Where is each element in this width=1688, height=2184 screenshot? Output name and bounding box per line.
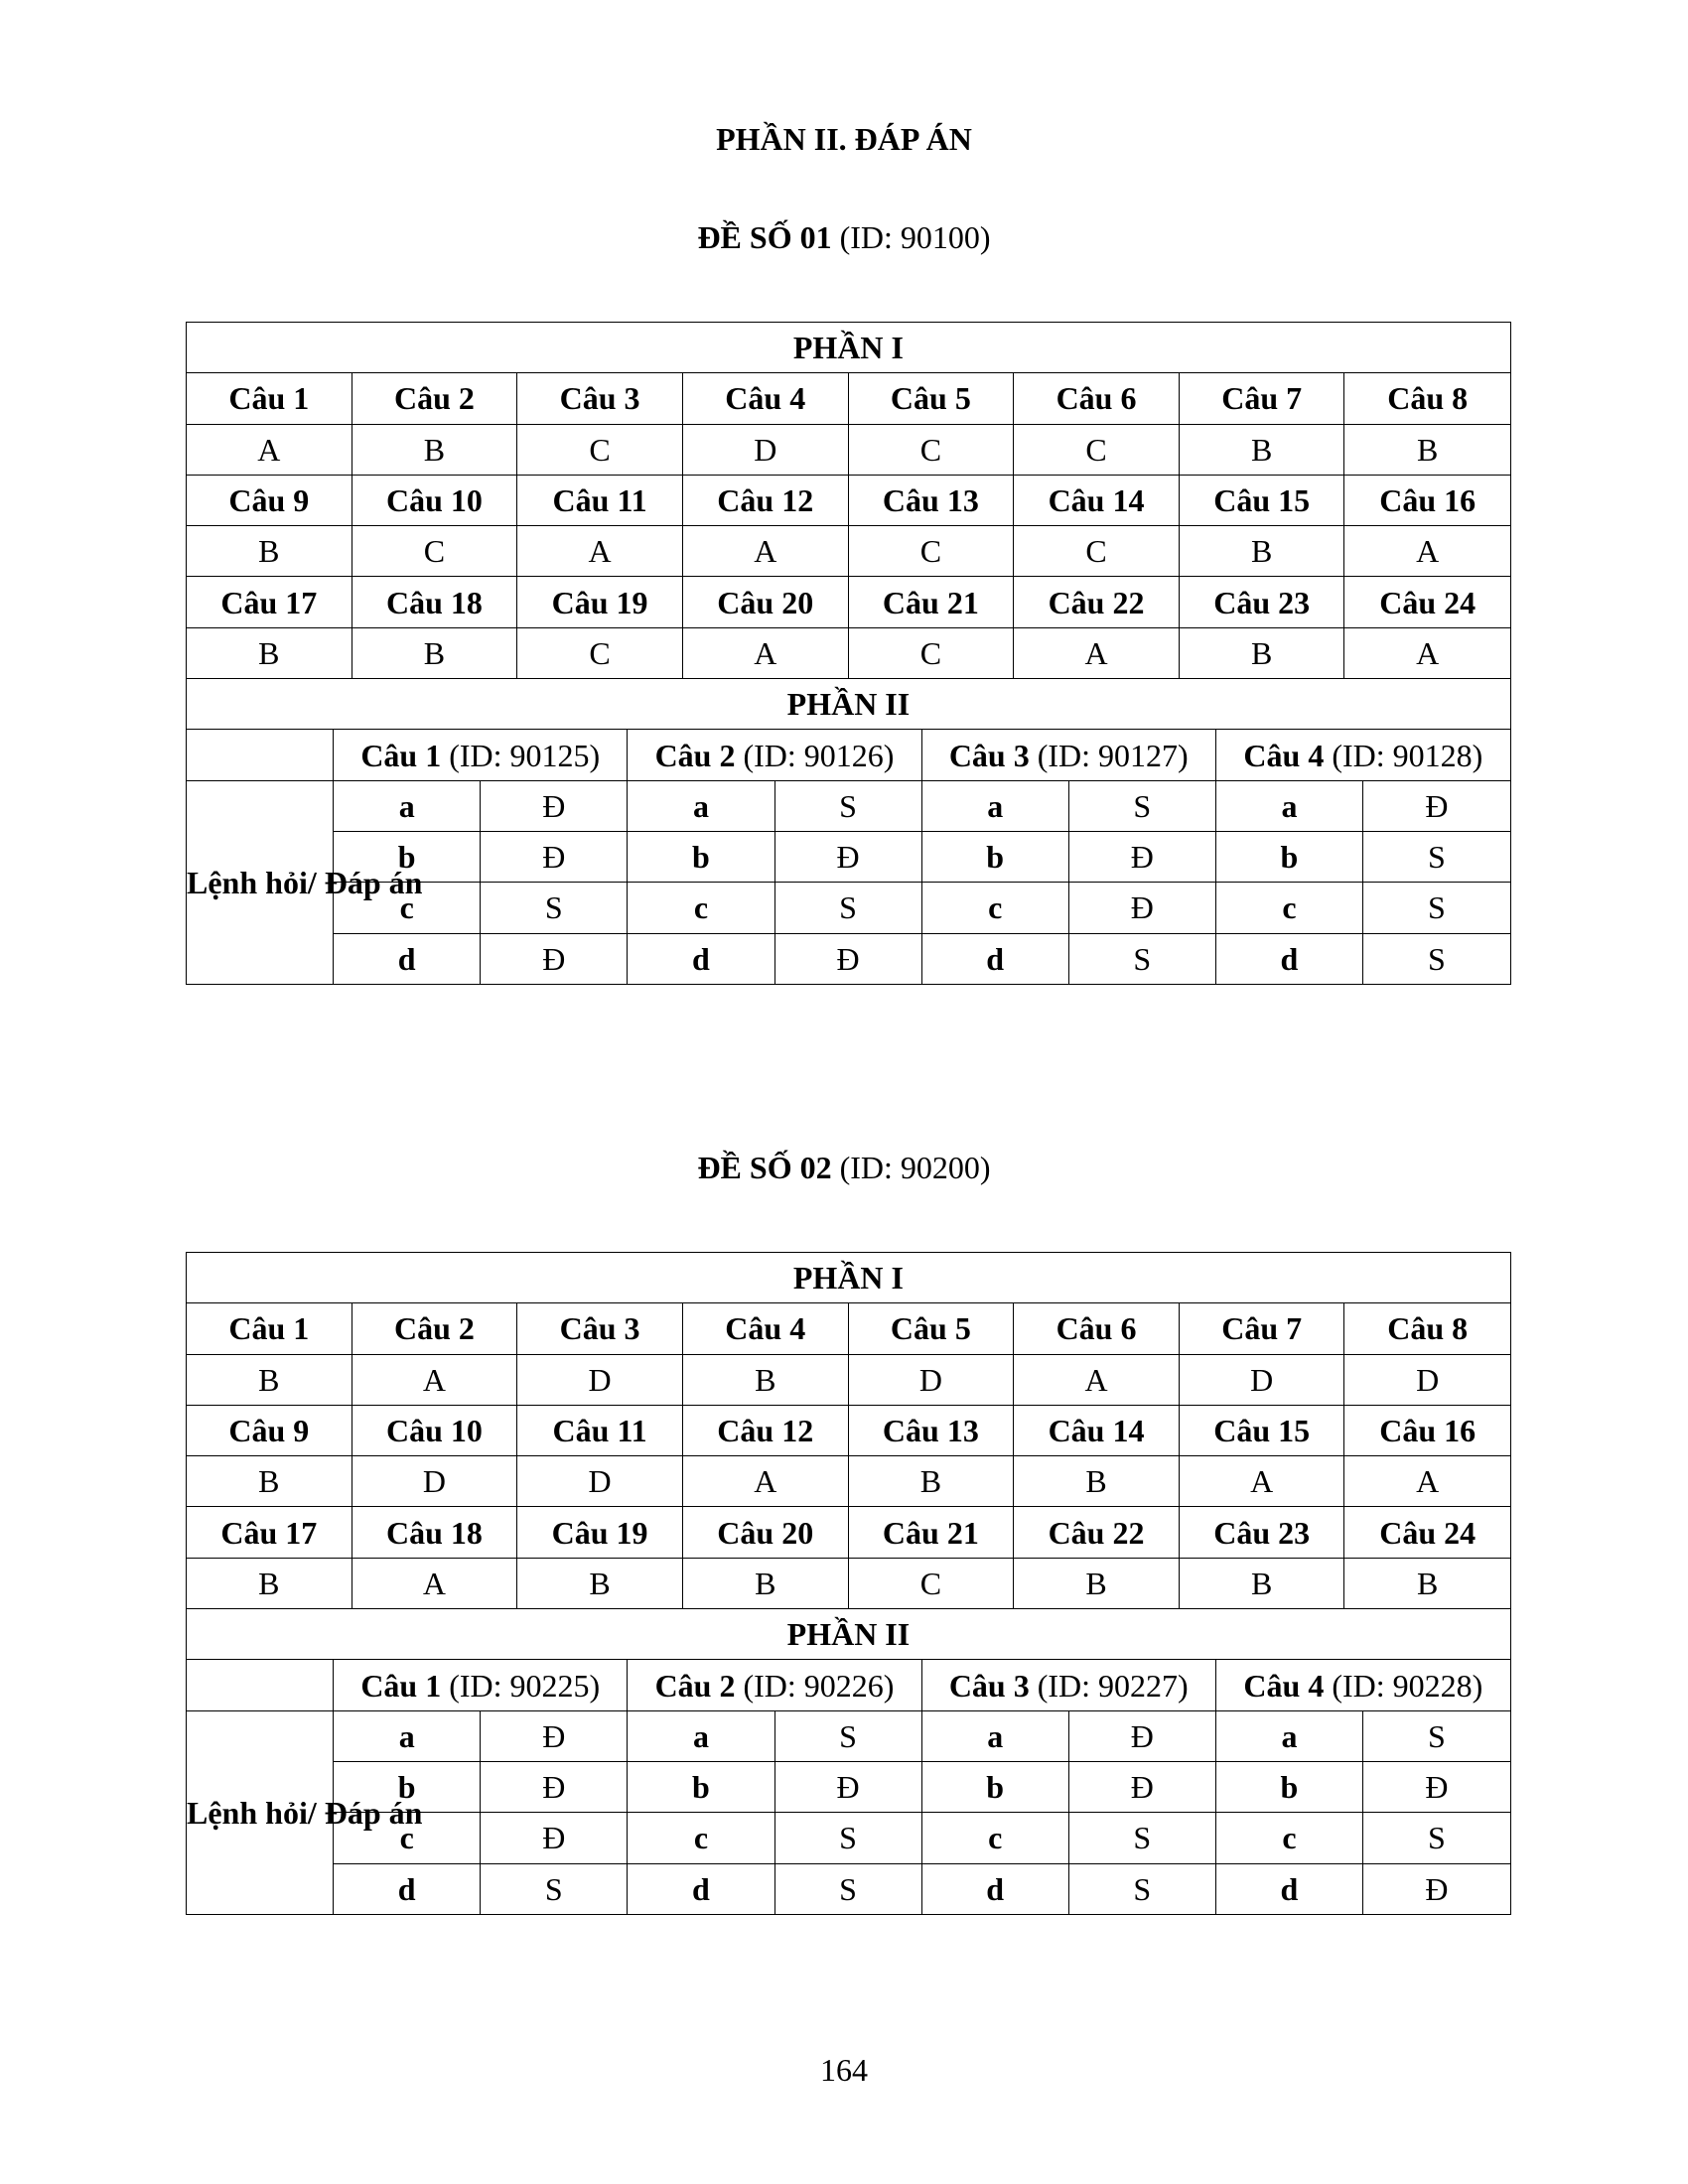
sub-question-label: b xyxy=(334,831,481,882)
sub-question-label: d xyxy=(334,933,481,984)
exam-label: ĐỀ SỐ 01 xyxy=(697,219,832,255)
question-id: (ID: 90226) xyxy=(743,1667,895,1704)
row-label: Lệnh hỏi/ Đáp án xyxy=(187,780,334,984)
answer-value: B xyxy=(187,1354,352,1405)
sub-question-answer: S xyxy=(1068,933,1215,984)
answer-value: C xyxy=(517,424,683,475)
answer-value: D xyxy=(517,1456,683,1507)
sub-question-label: c xyxy=(1215,883,1362,933)
sub-question-answer: Đ xyxy=(1363,780,1511,831)
question-label: Câu 5 xyxy=(848,373,1014,424)
sub-question-label: a xyxy=(628,780,774,831)
exam-heading xyxy=(0,219,1688,256)
sub-question-label: d xyxy=(628,933,774,984)
sub-question-label: d xyxy=(921,1863,1068,1914)
answer-value: B xyxy=(517,1558,683,1608)
answer-value: A xyxy=(1344,1456,1510,1507)
section-title: PHẦN II xyxy=(187,1609,1511,1660)
question-label: Câu 10 xyxy=(352,475,517,525)
question-label: Câu 2 xyxy=(654,737,736,773)
answer-value: A xyxy=(1344,526,1510,577)
answer-value: A xyxy=(1344,627,1510,678)
sub-question-answer: S xyxy=(774,1813,921,1863)
answer-value: C xyxy=(848,526,1014,577)
sub-question-label: a xyxy=(1215,780,1362,831)
question-label: Câu 9 xyxy=(187,1405,352,1455)
page-title: PHẦN II. ĐÁP ÁN xyxy=(716,121,972,157)
question-label: Câu 11 xyxy=(517,475,683,525)
answer-value: B xyxy=(1179,1558,1344,1608)
question-row xyxy=(187,475,1511,525)
question-label: Câu 15 xyxy=(1179,475,1344,525)
question-label: Câu 24 xyxy=(1344,1507,1510,1558)
question-label: Câu 17 xyxy=(187,577,352,627)
part2-question-header xyxy=(334,730,628,780)
answer-value: D xyxy=(517,1354,683,1405)
question-row xyxy=(187,373,1511,424)
question-label: Câu 23 xyxy=(1179,1507,1344,1558)
sub-question-answer: S xyxy=(774,883,921,933)
question-label: Câu 16 xyxy=(1344,1405,1510,1455)
answer-value: A xyxy=(187,424,352,475)
question-label: Câu 17 xyxy=(187,1507,352,1558)
part2-item-row xyxy=(187,780,1511,831)
answer-value: B xyxy=(187,526,352,577)
sub-question-answer: Đ xyxy=(774,933,921,984)
question-label: Câu 3 xyxy=(948,1667,1030,1704)
exam-id: (ID: 90100) xyxy=(839,219,991,255)
sub-question-answer: S xyxy=(1068,780,1215,831)
question-label: Câu 18 xyxy=(352,577,517,627)
answer-value: B xyxy=(352,424,517,475)
answer-value: D xyxy=(352,1456,517,1507)
part2-header-row xyxy=(187,1660,1511,1710)
sub-question-label: c xyxy=(628,1813,774,1863)
question-label: Câu 14 xyxy=(1014,475,1180,525)
sub-question-label: d xyxy=(921,933,1068,984)
answer-value: B xyxy=(1179,424,1344,475)
answer-value: A xyxy=(682,1456,848,1507)
sub-question-label: c xyxy=(921,883,1068,933)
question-label: Câu 13 xyxy=(848,1405,1014,1455)
question-id: (ID: 90128) xyxy=(1332,737,1483,773)
sub-question-label: d xyxy=(1215,1863,1362,1914)
section-row xyxy=(187,679,1511,730)
question-label: Câu 23 xyxy=(1179,577,1344,627)
question-label: Câu 1 xyxy=(360,737,442,773)
sub-question-answer: S xyxy=(1363,883,1511,933)
part2-question-header xyxy=(334,1660,628,1710)
answer-value: A xyxy=(682,627,848,678)
part2-question-header xyxy=(1215,1660,1510,1710)
row-label: Lệnh hỏi/ Đáp án xyxy=(187,1710,334,1914)
sub-question-answer: S xyxy=(774,1710,921,1761)
question-label: Câu 14 xyxy=(1014,1405,1180,1455)
empty-cell xyxy=(187,730,334,780)
sub-question-answer: Đ xyxy=(1068,883,1215,933)
question-label: Câu 4 xyxy=(1243,737,1325,773)
question-label: Câu 8 xyxy=(1344,373,1510,424)
answer-value: D xyxy=(682,424,848,475)
question-label: Câu 24 xyxy=(1344,577,1510,627)
answer-value: A xyxy=(352,1354,517,1405)
sub-question-label: b xyxy=(1215,1761,1362,1812)
question-label: Câu 22 xyxy=(1014,577,1180,627)
sub-question-answer: Đ xyxy=(481,1761,628,1812)
part2-item-row xyxy=(187,1710,1511,1761)
sub-question-answer: Đ xyxy=(1363,1863,1511,1914)
answer-value: B xyxy=(682,1354,848,1405)
sub-question-answer: S xyxy=(481,1863,628,1914)
sub-question-answer: S xyxy=(1068,1863,1215,1914)
question-label: Câu 19 xyxy=(517,577,683,627)
part2-question-header xyxy=(1215,730,1510,780)
answer-value: B xyxy=(187,1456,352,1507)
part2-question-header xyxy=(921,1660,1215,1710)
sub-question-answer: Đ xyxy=(1068,1761,1215,1812)
sub-question-answer: Đ xyxy=(1363,1761,1511,1812)
sub-question-answer: S xyxy=(481,883,628,933)
question-label: Câu 7 xyxy=(1179,373,1344,424)
answer-value: B xyxy=(848,1456,1014,1507)
sub-question-label: d xyxy=(628,1863,774,1914)
sub-question-label: b xyxy=(628,831,774,882)
section-title: PHẦN I xyxy=(187,323,1511,373)
sub-question-label: c xyxy=(628,883,774,933)
sub-question-label: a xyxy=(921,1710,1068,1761)
answer-value: B xyxy=(187,627,352,678)
part2-question-header xyxy=(628,1660,921,1710)
question-label: Câu 2 xyxy=(654,1667,736,1704)
question-label: Câu 4 xyxy=(1243,1667,1325,1704)
question-row xyxy=(187,577,1511,627)
answer-value: C xyxy=(1014,424,1180,475)
sub-question-answer: S xyxy=(1363,1710,1511,1761)
section-row xyxy=(187,1253,1511,1303)
question-label: Câu 9 xyxy=(187,475,352,525)
question-label: Câu 3 xyxy=(517,1303,683,1354)
question-label: Câu 16 xyxy=(1344,475,1510,525)
sub-question-answer: Đ xyxy=(481,1813,628,1863)
answer-value: B xyxy=(1179,526,1344,577)
answer-value: B xyxy=(187,1558,352,1608)
answer-value: D xyxy=(1344,1354,1510,1405)
question-label: Câu 2 xyxy=(352,1303,517,1354)
sub-question-label: b xyxy=(1215,831,1362,882)
sub-question-label: c xyxy=(334,883,481,933)
exam-id: (ID: 90200) xyxy=(839,1150,991,1185)
sub-question-answer: Đ xyxy=(481,933,628,984)
question-label: Câu 19 xyxy=(517,1507,683,1558)
answer-value: C xyxy=(352,526,517,577)
question-label: Câu 18 xyxy=(352,1507,517,1558)
question-label: Câu 22 xyxy=(1014,1507,1180,1558)
question-id: (ID: 90228) xyxy=(1332,1667,1483,1704)
sub-question-label: b xyxy=(628,1761,774,1812)
sub-question-label: c xyxy=(921,1813,1068,1863)
question-label: Câu 20 xyxy=(682,1507,848,1558)
sub-question-answer: Đ xyxy=(774,1761,921,1812)
sub-question-label: d xyxy=(334,1863,481,1914)
question-label: Câu 12 xyxy=(682,475,848,525)
part2-question-header xyxy=(921,730,1215,780)
question-label: Câu 8 xyxy=(1344,1303,1510,1354)
question-label: Câu 15 xyxy=(1179,1405,1344,1455)
answer-row xyxy=(187,1558,1511,1608)
question-label: Câu 7 xyxy=(1179,1303,1344,1354)
sub-question-answer: Đ xyxy=(1068,1710,1215,1761)
question-label: Câu 10 xyxy=(352,1405,517,1455)
question-label: Câu 3 xyxy=(517,373,683,424)
question-label: Câu 3 xyxy=(948,737,1030,773)
answer-row xyxy=(187,424,1511,475)
answer-value: A xyxy=(1014,627,1180,678)
empty-cell xyxy=(187,1660,334,1710)
answer-value: C xyxy=(848,627,1014,678)
question-row xyxy=(187,1303,1511,1354)
question-label: Câu 2 xyxy=(352,373,517,424)
question-id: (ID: 90227) xyxy=(1037,1667,1189,1704)
question-id: (ID: 90127) xyxy=(1037,737,1189,773)
answer-row xyxy=(187,627,1511,678)
answer-value: B xyxy=(1014,1558,1180,1608)
sub-question-label: d xyxy=(1215,933,1362,984)
answer-value: C xyxy=(848,424,1014,475)
answer-value: C xyxy=(848,1558,1014,1608)
question-label: Câu 21 xyxy=(848,577,1014,627)
answer-value: C xyxy=(517,627,683,678)
exam-heading xyxy=(0,1150,1688,1186)
question-id: (ID: 90125) xyxy=(449,737,601,773)
part2-item-row xyxy=(187,1863,1511,1914)
question-label: Câu 4 xyxy=(682,373,848,424)
part2-header-row xyxy=(187,730,1511,780)
part2-question-header xyxy=(628,730,921,780)
question-row xyxy=(187,1507,1511,1558)
sub-question-answer: Đ xyxy=(774,831,921,882)
answer-value: A xyxy=(352,1558,517,1608)
answer-value: B xyxy=(1344,1558,1510,1608)
page-number: 164 xyxy=(820,2052,868,2088)
question-label: Câu 11 xyxy=(517,1405,683,1455)
answer-value: B xyxy=(1344,424,1510,475)
sub-question-answer: S xyxy=(1363,831,1511,882)
question-label: Câu 5 xyxy=(848,1303,1014,1354)
question-id: (ID: 90126) xyxy=(743,737,895,773)
sub-question-label: c xyxy=(1215,1813,1362,1863)
answer-table xyxy=(186,322,1511,985)
question-label: Câu 12 xyxy=(682,1405,848,1455)
sub-question-label: a xyxy=(1215,1710,1362,1761)
answer-value: A xyxy=(517,526,683,577)
answer-value: C xyxy=(1014,526,1180,577)
sub-question-label: a xyxy=(334,1710,481,1761)
question-label: Câu 1 xyxy=(187,1303,352,1354)
question-label: Câu 1 xyxy=(187,373,352,424)
answer-row xyxy=(187,1456,1511,1507)
answer-value: A xyxy=(1179,1456,1344,1507)
section-title: PHẦN II xyxy=(187,679,1511,730)
answer-value: A xyxy=(1014,1354,1180,1405)
sub-question-label: a xyxy=(334,780,481,831)
section-title: PHẦN I xyxy=(187,1253,1511,1303)
answer-row xyxy=(187,1354,1511,1405)
answer-value: B xyxy=(352,627,517,678)
sub-question-label: c xyxy=(334,1813,481,1863)
question-label: Câu 21 xyxy=(848,1507,1014,1558)
sub-question-answer: S xyxy=(774,780,921,831)
answer-value: A xyxy=(682,526,848,577)
question-label: Câu 6 xyxy=(1014,373,1180,424)
sub-question-label: a xyxy=(921,780,1068,831)
sub-question-label: a xyxy=(628,1710,774,1761)
section-row xyxy=(187,323,1511,373)
exam-label: ĐỀ SỐ 02 xyxy=(697,1150,832,1185)
question-row xyxy=(187,1405,1511,1455)
sub-question-answer: S xyxy=(1363,933,1511,984)
answer-value: B xyxy=(682,1558,848,1608)
sub-question-answer: S xyxy=(1363,1813,1511,1863)
sub-question-label: b xyxy=(921,831,1068,882)
section-row xyxy=(187,1609,1511,1660)
sub-question-answer: Đ xyxy=(481,780,628,831)
sub-question-answer: S xyxy=(1068,1813,1215,1863)
question-label: Câu 1 xyxy=(360,1667,442,1704)
answer-table xyxy=(186,1252,1511,1915)
part2-item-row xyxy=(187,933,1511,984)
answer-value: D xyxy=(1179,1354,1344,1405)
answer-value: B xyxy=(1014,1456,1180,1507)
answer-row xyxy=(187,526,1511,577)
sub-question-answer: S xyxy=(774,1863,921,1914)
question-id: (ID: 90225) xyxy=(449,1667,601,1704)
sub-question-answer: Đ xyxy=(481,1710,628,1761)
sub-question-label: b xyxy=(921,1761,1068,1812)
sub-question-answer: Đ xyxy=(481,831,628,882)
question-label: Câu 6 xyxy=(1014,1303,1180,1354)
answer-value: B xyxy=(1179,627,1344,678)
question-label: Câu 4 xyxy=(682,1303,848,1354)
question-label: Câu 20 xyxy=(682,577,848,627)
answer-value: D xyxy=(848,1354,1014,1405)
sub-question-answer: Đ xyxy=(1068,831,1215,882)
question-label: Câu 13 xyxy=(848,475,1014,525)
sub-question-label: b xyxy=(334,1761,481,1812)
